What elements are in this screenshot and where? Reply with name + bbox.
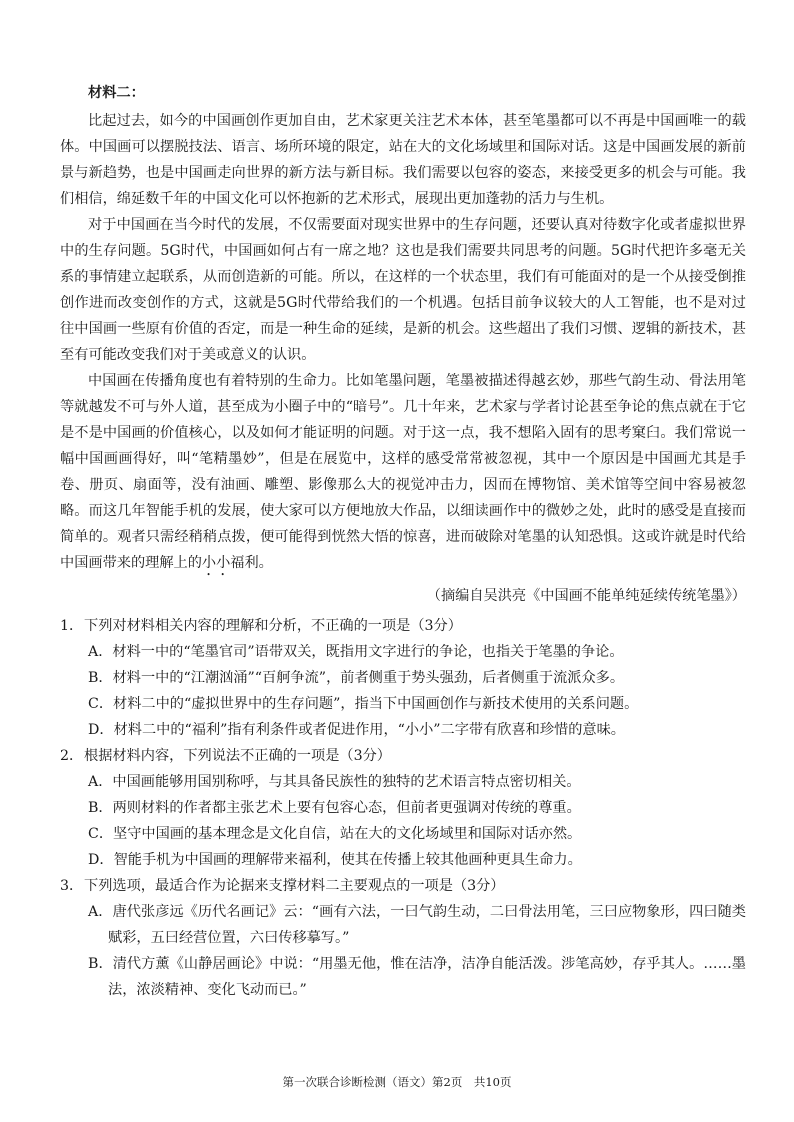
section-heading: 材料二： <box>88 85 145 101</box>
source-citation: （摘编自吴洪亮《中国画不能单纯延续传统笔墨》） <box>426 588 746 604</box>
question-1 <box>60 613 746 743</box>
question-stem: 下列选项，最适合作为论据来支撑材料二主要观点的一项是（3分） <box>84 878 505 894</box>
option-c: C．坚守中国画的基本理念是文化自信，站在大的文化场域里和国际对话亦然。 <box>88 826 582 842</box>
question-number: 3． <box>60 878 84 894</box>
question-3 <box>60 873 746 1003</box>
question-number: 1． <box>60 618 84 634</box>
question-stem: 下列对材料相关内容的理解和分析，不正确的一项是（3分） <box>84 618 462 634</box>
paragraph-2: 对于中国画在当今时代的发展，不仅需要面对现实世界中的生存问题，还要认真对待数字化或者虚拟世界中的生存问题。5G时代，中国画如何占有一席之地？这也是我们需要共同思考的问题。5G时代把许多毫无关系的事情建立起联系，从而创造新的可能。所以，在这样的一个状态里，我们有可能面对的是一个从接受倒推创作进而改变创作的方式，这就是5G时代带给我们的一个机遇。包括目前争议较大的人工智能，也不是对过往中国画一些原有价值的否定，而是一种生命的延续，是新的机会。这些超出了我们习惯、逻辑的新技术，甚至有可能改变我们对于美或意义的认识。 <box>60 217 746 363</box>
option-d: D．材料二中的“福利”指有利条件或者促进作用，“小小”二字带有欣喜和珍惜的意味。 <box>88 722 625 738</box>
question-number: 2． <box>60 748 84 764</box>
page-body <box>60 80 746 1003</box>
option-b: B．两则材料的作者都主张艺术上要有包容心态，但前者更强调对传统的尊重。 <box>88 800 581 816</box>
paragraph-3 <box>60 368 746 579</box>
paragraph-3-text: 中国画在传播角度也有着特别的生命力。比如笔墨问题，笔墨被描述得越玄妙，那些气韵生动、骨法用笔等就越发不可与外人道，甚至成为小圈子中的“暗号”。几十年来，艺术家与学者讨论甚至争论的焦点就在于它是不是中国画的价值核心，以及如何才能证明的问题。对于这一点，我不想陷入固有的思考窠臼。我们常说一幅中国画画得好，叫“笔精墨妙”，但是在展览中，这样的感受常常被忽视，其中一个原因是中国画尤其是手卷、册页、扇面等，没有油画、雕塑、影像那么大的视觉冲击力，因而在博物馆、美术馆等空间中容易被忽略。而这几年智能手机的发展，使大家可以方便地放大作品，以细读画作中的微妙之处，此时的感受是直接而简单的。观者只需经稍稍点拨，便可能得到恍然大悟的惊喜，进而破除对笔墨的认知恐惧。这或许就是时代给中国画带来的理解上的 <box>60 373 746 571</box>
option-a: A．中国画能够用国别称呼，与其具备民族性的独特的艺术语言特点密切相关。 <box>88 774 581 790</box>
option-b: B．清代方薰《山静居画论》中说：“用墨无他，惟在洁净，洁净自能活泼。涉笔高妙，存乎其人。……墨法，浓淡精神、变化飞动而已。” <box>88 956 746 998</box>
paragraph-1: 比起过去，如今的中国画创作更加自由，艺术家更关注艺术本体，甚至笔墨都可以不再是中国画唯一的载体。中国画可以摆脱技法、语言、场所环境的限定，站在大的文化场域里和国际对话。这是中国画发展的新前景与新趋势，也是中国画走向世界的新方法与新目标。我们需要以包容的姿态，来接受更多的机会与可能。我们相信，绵延数千年的中国文化可以怀抱新的艺术形式，展现出更加蓬勃的活力与生机。 <box>60 113 746 207</box>
page-footer: 第一次联合诊断检测（语文）第2页 共10页 <box>282 1075 512 1089</box>
emphasized-phrase: 小小 <box>201 555 231 571</box>
question-2 <box>60 743 746 873</box>
option-c: C．材料二中的“虚拟世界中的生存问题”，指当下中国画创作与新技术使用的关系问题。 <box>88 696 639 712</box>
option-a: A．材料一中的“笔墨官司”语带双关，既指用文字进行的争论，也指关于笔墨的争论。 <box>88 644 624 660</box>
option-a: A．唐代张彦远《历代名画记》云：“画有六法，一曰气韵生动，二曰骨法用笔，三曰应物象形，四曰随类赋彩，五曰经营位置，六曰传移摹写。” <box>88 904 746 946</box>
question-stem: 根据材料内容，下列说法不正确的一项是（3分） <box>84 748 391 764</box>
option-b: B．材料一中的“江潮汹涌”“百舸争流”，前者侧重于势头强劲，后者侧重于流派众多。 <box>88 670 625 686</box>
option-d: D．智能手机为中国画的理解带来福利，使其在传播上较其他画种更具生命力。 <box>88 852 582 868</box>
paragraph-3-end: 福利。 <box>230 555 273 571</box>
